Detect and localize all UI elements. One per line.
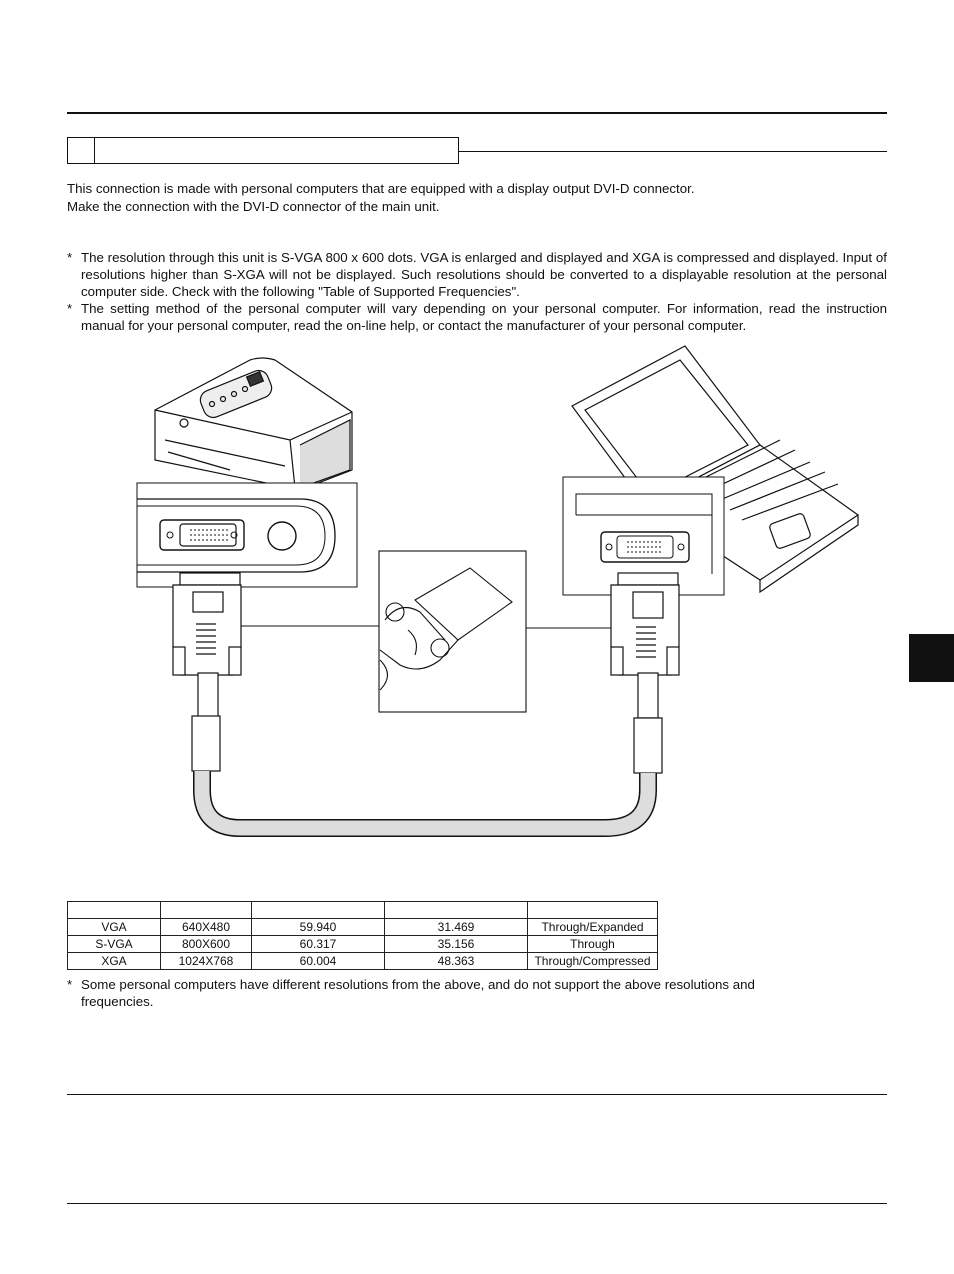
table-cell: VGA xyxy=(68,919,161,936)
note-marker: * xyxy=(67,250,73,265)
table-row xyxy=(68,919,658,936)
table-cell: Through/Compressed xyxy=(528,953,658,970)
table-row xyxy=(68,953,658,970)
table-cell: Through xyxy=(528,936,658,953)
dvi-cable xyxy=(192,716,662,828)
dvi-plug-left xyxy=(173,573,241,718)
table-cell: Through/Expanded xyxy=(528,919,658,936)
table-cell: 59.940 xyxy=(252,919,385,936)
footer-rule-upper xyxy=(67,1094,887,1095)
header-cell xyxy=(528,902,658,919)
supported-frequencies-table xyxy=(67,901,658,970)
table-cell: 31.469 xyxy=(385,919,528,936)
projector-illustration xyxy=(155,358,352,490)
table-cell: 640X480 xyxy=(161,919,252,936)
intro-line-1: This connection is made with personal computers that are equipped with a display output DVI-D connector. xyxy=(67,181,695,196)
header-cell xyxy=(68,902,161,919)
note-text: Some personal computers have different resolutions from the above, and do not support the above resolutions and frequencies. xyxy=(81,977,755,1009)
dvi-plug-right xyxy=(611,573,679,718)
table-cell: 48.363 xyxy=(385,953,528,970)
note-text: The setting method of the personal computer will vary depending on your personal computer. For information, read the instruction manual for your personal computer, read the on-line help, or contact the manufacturer of your personal computer. xyxy=(81,301,887,333)
projector-panel-inset xyxy=(137,483,357,587)
table-footnote xyxy=(67,976,757,1012)
table-cell: XGA xyxy=(68,953,161,970)
table-cell: 1024X768 xyxy=(161,953,252,970)
table-header-row xyxy=(68,902,658,919)
note-text: The resolution through this unit is S-VGA 800 x 600 dots. VGA is enlarged and displayed and XGA is compressed and displayed. Input of resolutions higher than S-XGA will not be displayed. Such resolutions should be converted to a displayable resolution at the personal computer side. Check with the following "Table of Supported Frequencies". xyxy=(81,250,887,299)
header-cell xyxy=(161,902,252,919)
table-cell: 800X600 xyxy=(161,936,252,953)
table-cell: S-VGA xyxy=(68,936,161,953)
footer-rule-lower xyxy=(67,1203,887,1204)
chapter-tab xyxy=(909,634,954,682)
note-marker: * xyxy=(67,301,73,316)
header-cell xyxy=(385,902,528,919)
intro-line-2: Make the connection with the DVI-D connector of the main unit. xyxy=(67,199,440,214)
plug-detail-inset xyxy=(379,551,526,712)
table-cell: 60.317 xyxy=(252,936,385,953)
table-row xyxy=(68,936,658,953)
header-cell xyxy=(252,902,385,919)
note-marker: * xyxy=(67,977,73,992)
table-cell: 35.156 xyxy=(385,936,528,953)
table-cell: 60.004 xyxy=(252,953,385,970)
